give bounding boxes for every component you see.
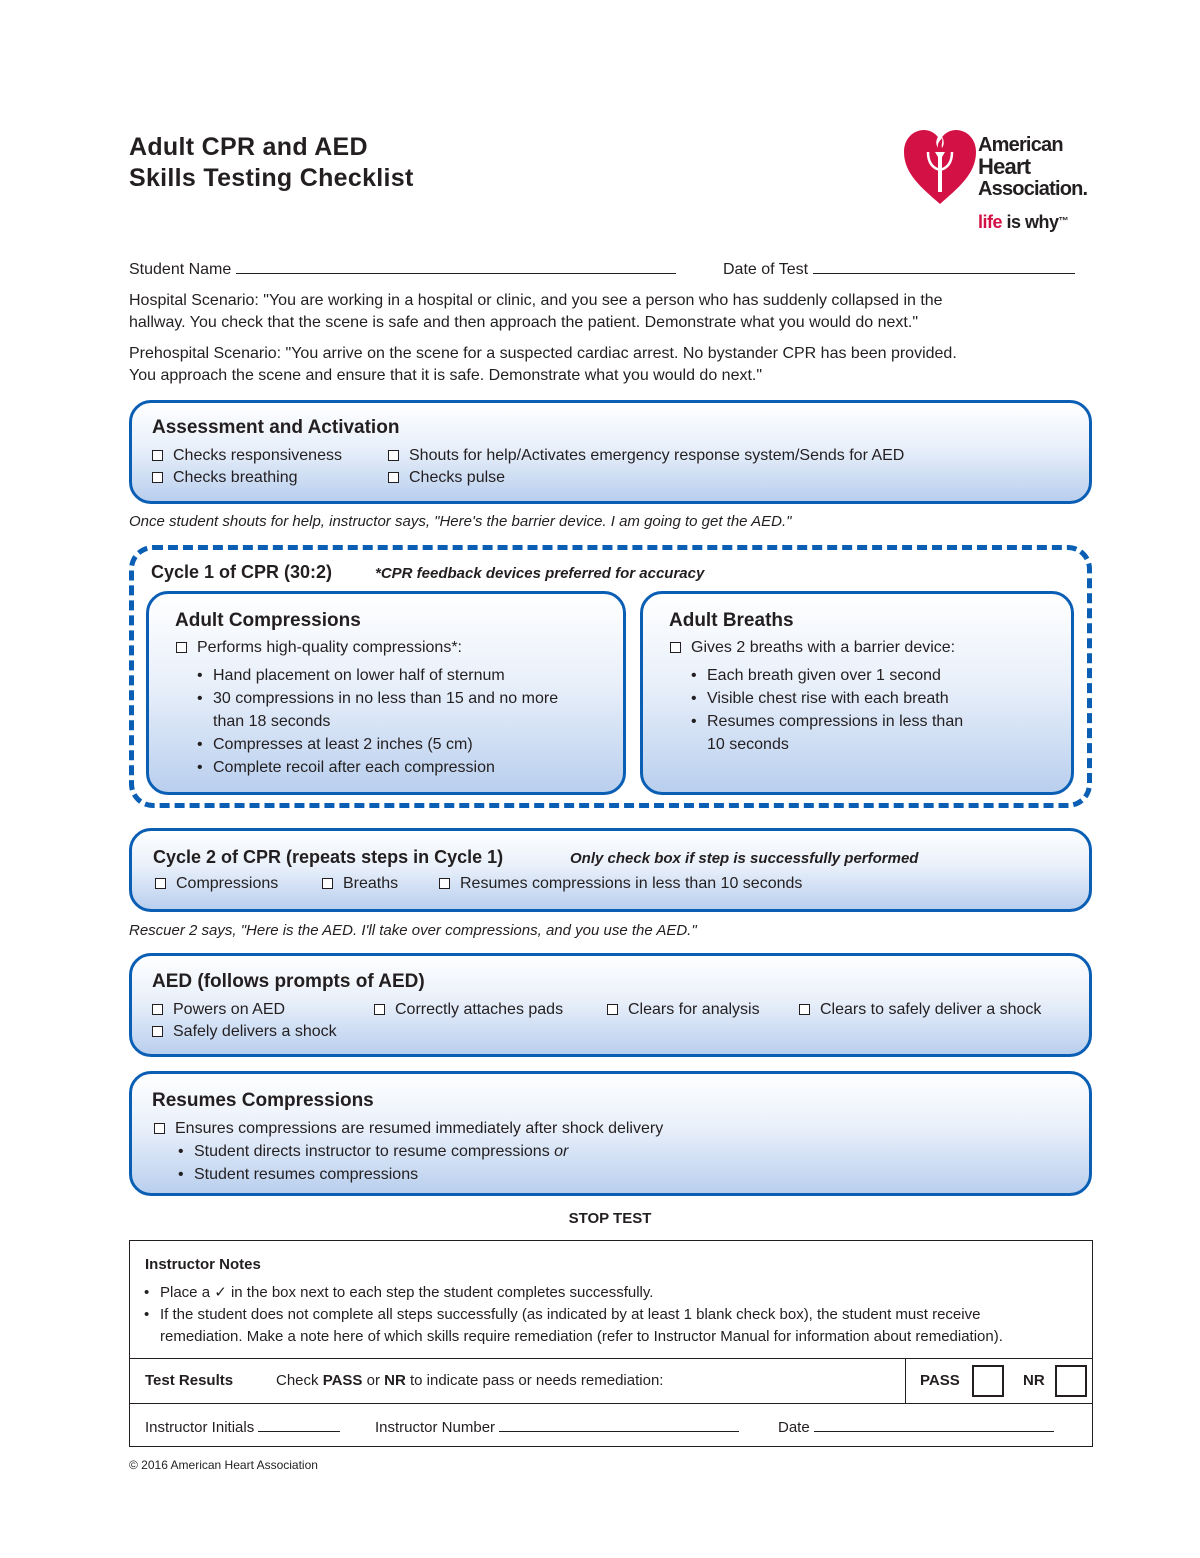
initials-line[interactable] [258,1417,340,1432]
list-item: • Compresses at least 2 inches (5 cm) [195,733,558,756]
breaths-bullets [689,664,963,756]
compressions-title: Adult Compressions [175,610,361,631]
checkbox[interactable] [439,878,450,889]
clears-for-analysis-item[interactable] [607,1001,760,1019]
note-text: If the student does not complete all steps successfully (as indicated by at least 1 blank check box), the student must receive [160,1306,981,1323]
bullet-text-cont: than 18 seconds [213,713,331,730]
results-text: Check [276,1372,319,1389]
clears-to-deliver-shock-item[interactable] [799,1001,1041,1019]
list-item: • Each breath given over 1 second [689,664,963,687]
divider [905,1358,906,1403]
instructor-notes-title: Instructor Notes [145,1256,261,1273]
title-line-1: Adult CPR and AED [129,133,368,161]
tagline-life: life [978,212,1003,232]
item-label: Correctly attaches pads [395,1001,564,1018]
rescuer-2-note: Rescuer 2 says, "Here is the AED. I'll take over compressions, and you use the AED." [129,922,697,939]
checkbox[interactable] [176,642,187,653]
checkbox[interactable] [374,1004,385,1015]
logo-tagline: life is why™ [978,212,1069,232]
checkbox[interactable] [799,1004,810,1015]
cycle2-section [129,828,1092,912]
checkbox[interactable] [152,450,163,461]
student-name-field [129,259,676,279]
instructor-table [129,1240,1093,1447]
student-name-line[interactable] [236,259,676,274]
cycle2-breaths-item[interactable] [322,875,398,893]
compressions-bullets [195,664,558,779]
date-line[interactable] [814,1417,1054,1432]
logo-line-1: American [978,134,1063,156]
adult-breaths-box [640,591,1074,795]
item-label: Clears for analysis [628,1001,760,1018]
checkmark-icon: ✓ [214,1284,227,1301]
item-label: Checks responsiveness [173,447,342,464]
item-label: Shouts for help/Activates emergency response system/Sends for AED [409,447,905,464]
cycle2-note: Only check box if step is successfully performed [570,850,919,867]
item-label: Safely delivers a shock [173,1023,337,1040]
prehospital-scenario-line1: Prehospital Scenario: "You arrive on the scene for a suspected cardiac arrest. No bystander CPR has been provided. [129,345,957,362]
bullet-text: Student directs instructor to resume compressions [194,1143,550,1160]
attaches-pads-item[interactable] [374,1001,563,1019]
pass-checkbox[interactable] [972,1365,1004,1397]
list-item: • Complete recoil after each compression [195,756,558,779]
cycle1-note: *CPR feedback devices preferred for accuracy [375,565,705,582]
cycle2-compressions-item[interactable] [155,875,278,893]
instructor-initials-field [145,1417,340,1436]
instructor-notes-list [142,1282,1003,1348]
hospital-scenario [129,290,1074,334]
checkbox[interactable] [607,1004,618,1015]
page-title [129,132,414,194]
cycle2-resumes-item[interactable] [439,875,802,893]
checkbox[interactable] [154,1123,165,1134]
cycle1-title: Cycle 1 of CPR (30:2) [151,562,333,582]
breaths-title: Adult Breaths [669,610,794,631]
checkbox[interactable] [388,472,399,483]
checkbox[interactable] [152,1026,163,1037]
test-results-label: Test Results [145,1372,234,1389]
list-item [689,710,963,756]
results-pass-word: PASS [322,1372,363,1389]
nr-checkbox[interactable] [1055,1365,1087,1397]
list-item: • Visible chest rise with each breath [689,687,963,710]
item-label: Resumes compressions in less than 10 seconds [460,875,803,892]
date-of-test-label: Date of Test [723,261,809,278]
test-results-instructions [276,1372,663,1389]
bullet-or: or [554,1143,569,1160]
number-label: Instructor Number [375,1419,496,1436]
copyright-footer: © 2016 American Heart Association [129,1458,318,1472]
item-label: Ensures compressions are resumed immediately after shock delivery [175,1120,664,1137]
bullet-text-cont: 10 seconds [707,736,789,753]
results-text: or [366,1372,380,1389]
gives-2-breaths-item[interactable] [670,639,955,657]
list-item [142,1282,1003,1304]
checkbox[interactable] [322,878,333,889]
note-text: Place a [160,1284,211,1301]
number-line[interactable] [499,1417,739,1432]
stop-test-label: STOP TEST [568,1210,652,1227]
heart-torch-icon [902,126,978,206]
ensures-compressions-item[interactable] [154,1120,663,1138]
resumes-compressions-section [129,1071,1092,1196]
date-of-test-line[interactable] [813,259,1075,274]
instructor-number-field [375,1417,739,1436]
results-nr-word: NR [384,1372,406,1389]
aed-section [129,953,1092,1057]
divider [130,1403,1092,1404]
pass-label: PASS [920,1372,960,1389]
checkbox[interactable] [155,878,166,889]
bullet-text: 30 compressions in no less than 15 and no more [213,690,559,707]
instructor-says-note: Once student shouts for help, instructor says, "Here's the barrier device. I am going to get the AED." [129,513,792,530]
list-item: • Student resumes compressions [176,1163,568,1186]
high-quality-compressions-item[interactable] [176,639,462,657]
assessment-section [129,400,1092,504]
item-label: Clears to safely deliver a shock [820,1001,1042,1018]
checks-pulse-item[interactable] [388,469,505,487]
shouts-for-help-item[interactable] [388,447,904,465]
list-item [176,1140,568,1163]
checkbox[interactable] [152,1004,163,1015]
item-label: Gives 2 breaths with a barrier device: [691,639,956,656]
hospital-scenario-line1: Hospital Scenario: "You are working in a hospital or clinic, and you see a person who has suddenly collapsed in the [129,292,943,309]
note-text: in the box next to each step the student completes successfully. [230,1284,654,1301]
checkbox[interactable] [388,450,399,461]
logo-line-2: Heart [978,154,1031,179]
item-label: Breaths [343,875,399,892]
divider [130,1358,1092,1359]
item-label: Powers on AED [173,1001,286,1018]
prehospital-scenario [129,343,1074,387]
assessment-title: Assessment and Activation [152,417,400,438]
aed-title: AED (follows prompts of AED) [152,971,425,992]
cycle2-title: Cycle 2 of CPR (repeats steps in Cycle 1) [153,847,504,867]
resumes-title: Resumes Compressions [152,1090,374,1111]
prehospital-scenario-line2: You approach the scene and ensure that it is safe. Demonstrate what you would do next." [129,367,763,384]
checkbox[interactable] [670,642,681,653]
delivers-shock-item[interactable] [152,1023,337,1041]
note-text: remediation. Make a note here of which skills require remediation (refer to Instructor Manual for information about remediation). [160,1328,1003,1345]
resumes-bullets [176,1140,568,1186]
powers-on-aed-item[interactable] [152,1001,285,1019]
title-line-2: Skills Testing Checklist [129,164,414,192]
adult-compressions-box [146,591,626,795]
list-item [195,687,558,733]
student-name-label: Student Name [129,261,232,278]
list-item: • Hand placement on lower half of sternum [195,664,558,687]
item-label: Performs high-quality compressions*: [197,639,462,656]
checks-responsiveness-item[interactable] [152,447,342,465]
nr-label: NR [1023,1372,1045,1389]
results-text: to indicate pass or needs remediation: [409,1372,664,1389]
item-label: Checks breathing [173,469,298,486]
item-label: Checks pulse [409,469,506,486]
hospital-scenario-line2: hallway. You check that the scene is safe and then approach the patient. Demonstrate what you would do next." [129,314,918,331]
checkbox[interactable] [152,472,163,483]
aha-logo [900,124,1100,236]
date-of-test-field [723,259,1075,279]
list-item [142,1304,1003,1348]
item-label: Compressions [176,875,279,892]
initials-label: Instructor Initials [145,1419,255,1436]
bullet-text: Resumes compressions in less than [707,713,964,730]
tagline-rest: is why [1006,212,1059,232]
instructor-date-field [778,1417,1054,1436]
checks-breathing-item[interactable] [152,469,298,487]
logo-line-3: Association. [978,178,1088,200]
date-label: Date [778,1419,810,1436]
